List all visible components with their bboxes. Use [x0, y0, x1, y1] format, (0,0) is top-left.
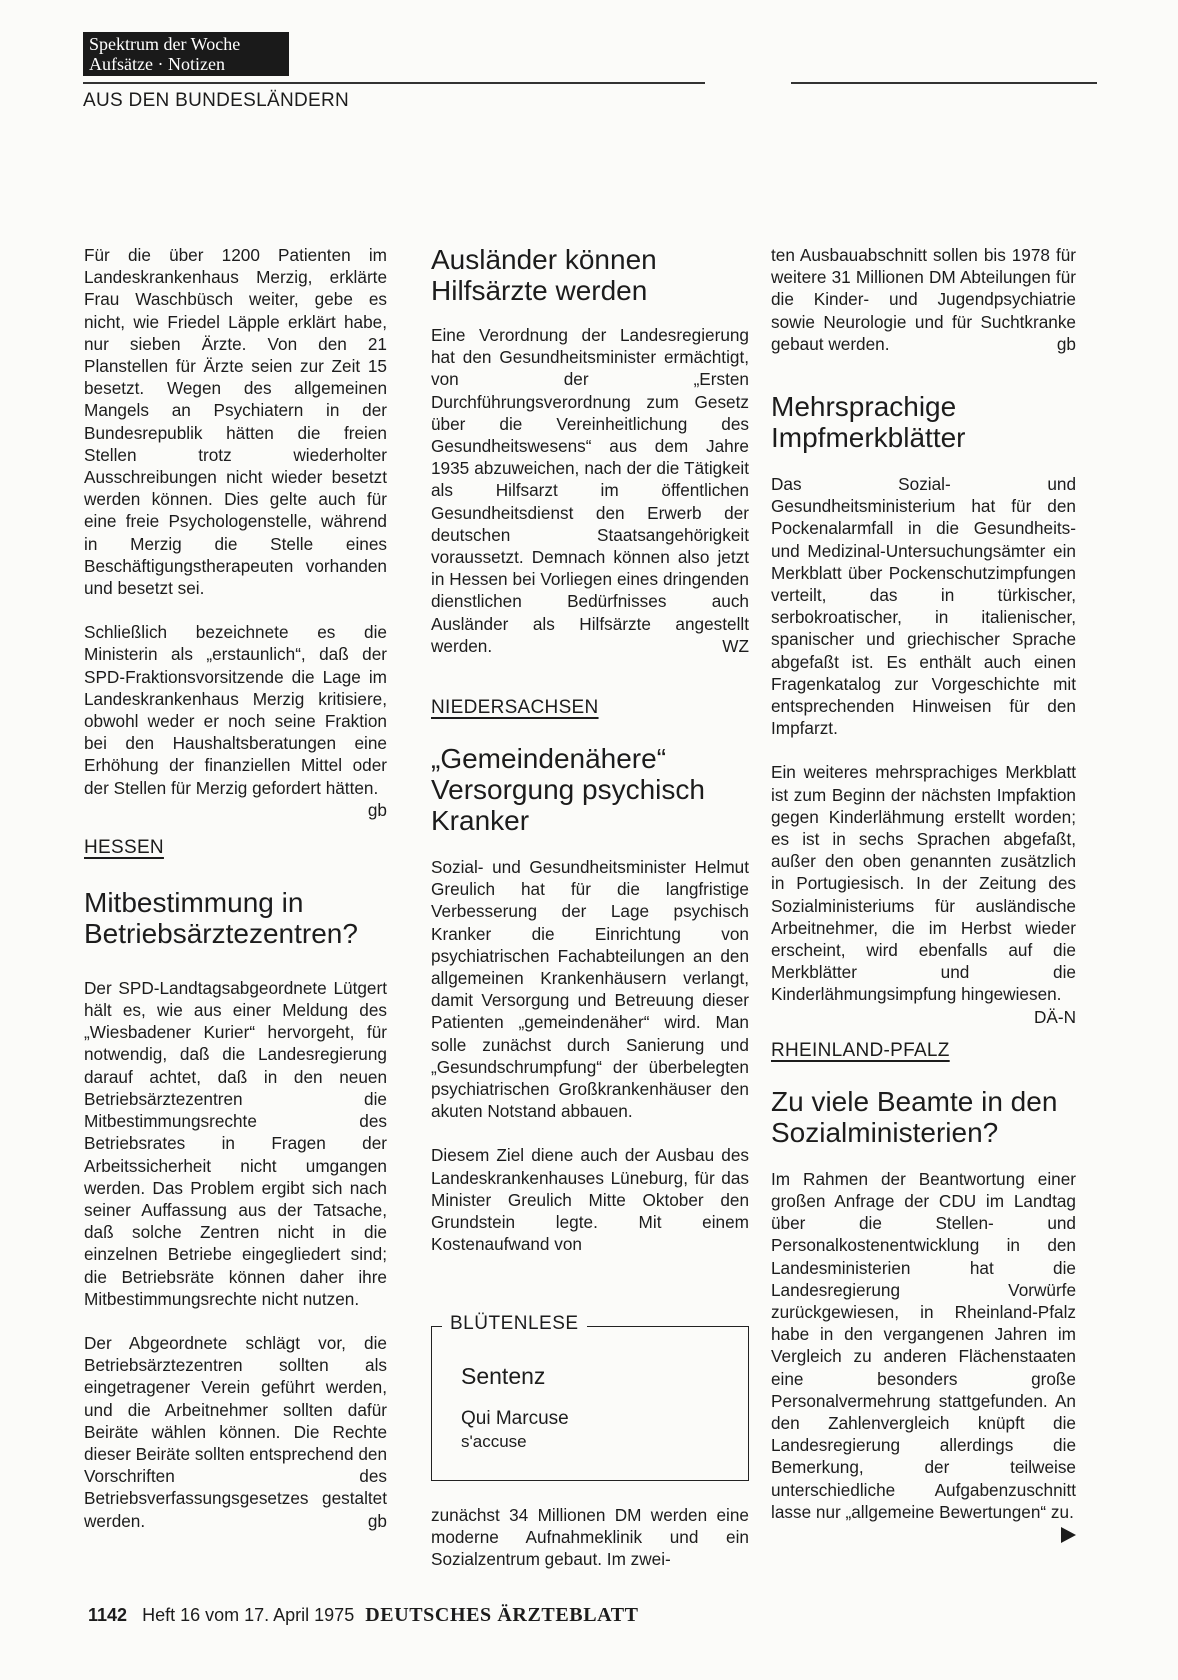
- headline-gemeindenaehere: „Gemeindenähere“ Versorgung psychisch Kranker: [431, 743, 705, 837]
- column-3: [771, 244, 1076, 1545]
- box-title: Sentenz: [461, 1363, 546, 1389]
- bluetenlese-box: [431, 1313, 749, 1481]
- col3-paragraph-4-text: Im Rahmen der Beantwortung einer großen Anfrage der CDU im Landtag über die Stellen- und Personalkostenentwicklung in den Landesministerien hat die Landesregierung Vorwürfe zurückgewiesen, in Rheinland-Pfalz habe in den vergangenen Jahren im Vergleich zu anderen Flächenstaaten eine besonders große Personalvermehrung stattgefunden. An den Zahlenvergleich knüpft die Landesregierung allerdings die Bemerkung, der teilweise unterschiedliche Aufgabenzuschnitt lasse nur „allgemeine Bewertungen“ zu.: [771, 1168, 1076, 1522]
- col2-paragraph-1-text: Eine Verordnung der Landesregierung hat den Gesundheitsminister ermächtigt, von der „Ersten Durchführungsverordnung zum Gesetz über die Vereinheitlichung des Gesundheitswesens“ aus dem Jahre 1935 abzuweichen, nach der die Tätigkeit als Hilfsarzt im öffentlichen Gesundheitsdienst den Erwerb der deutschen Staatsangehörigkeit voraussetzt. Demnach können also jetzt in Hessen bei Vorliegen eines dringenden dienstlichen Bedürfnisses auch Ausländer als Hilfsärzte angestellt werden.: [431, 325, 749, 656]
- section-hessen: HESSEN: [84, 836, 164, 858]
- col2-paragraph-2: Sozial- und Gesundheitsminister Helmut Greulich hat für die langfristige Verbesserung der Lage psychisch Kranker die Einrichtung von psychiatrischen Fachabteilungen an den allgemeinen Krankenhäusern verlangt, damit Versorgung und Betreuung dieser Patienten „gemeindenäher“ wird. Man solle zunächst durch Sanierung und „Gesundschrumpfung“ der überbelegten psychiatrischen Großkrankenhäuser den akuten Notstand abbauen.: [431, 857, 749, 1122]
- section-niedersachsen: NIEDERSACHSEN: [431, 697, 599, 719]
- headline-mitbestimmung: Mitbestimmung in Betriebsärztezentren?: [84, 886, 358, 949]
- page-number: 1142: [88, 1605, 128, 1625]
- box-quote: [461, 1407, 569, 1453]
- author-sig: gb: [367, 1510, 387, 1531]
- continue-arrow-icon: [1061, 1523, 1076, 1545]
- badge-line2: Aufsätze · Notizen: [89, 54, 225, 74]
- col3-paragraph-3: [771, 761, 1076, 1027]
- col1-paragraph-4: [84, 1332, 387, 1532]
- box-label: BLÜTENLESE: [442, 1313, 587, 1335]
- author-sig: gb: [1056, 333, 1076, 354]
- col3-paragraph-3-text: Ein weiteres mehrsprachiges Merkblatt ist zum Beginn der nächsten Impfaktion gegen Kinderlähmung erstellt worden; es ist in sechs Sprachen abgefaßt, außer den oben genannten zusätzlich in Portugiesisch. In der Zeitung des Sozialministeriums für ausländische Arbeitnehmer, die im Herbst wieder erscheint, wird ebenfalls auf die Merkblätter und die Kinderlähmungsimpfung hingewiesen.: [771, 762, 1076, 1005]
- col1-paragraph-3: Der SPD-Landtagsabgeordnete Lütgert hält es, wie aus einer Meldung des „Wiesbadener Kurier“ hervorgeht, für notwendig, daß die Landesregierung darauf achtet, daß in den neuen Betriebsärztezentren die Mitbestimmungsrechte des Betriebsrates in Fragen der Arbeitssicherheit nicht umgangen werden. Das Problem ergibt sich nach seiner Auffassung aus der Tatsache, daß solche Zentren nicht in die einzelnen Betriebe eingegliedert sind; die Betriebsräte können daher ihre Mitbestimmungsrechte nicht nutzen.: [84, 977, 387, 1309]
- header-rule-left: [83, 82, 705, 84]
- headline-impfmerkblaetter: Mehrsprachige Impfmerkblätter: [771, 391, 966, 454]
- col1-paragraph-2: [84, 621, 387, 820]
- col3-paragraph-1-text: ten Ausbauabschnitt sollen bis 1978 für weitere 31 Millionen DM Abteilungen für die Kinder- und Jugendpsychiatrie sowie Neurologie und für Suchtkranke gebaut werden.: [771, 245, 1076, 354]
- header-rule-right: [791, 82, 1097, 84]
- issue-info: Heft 16 vom 17. April 1975: [142, 1605, 355, 1625]
- col3-paragraph-2: Das Sozial- und Gesundheitsministerium hat für den Pockenalarmfall in die Gesundheits- und Medizinal-Untersuchungsämter ein Merkblatt über Pockenschutzimpfungen verteilt, das in türkischer, serbokroatischer, in italienischer, spanischer und griechischer Sprache abgefaßt ist. Es enthält auch einen Fragenkatalog zur Vorgeschichte mit entsprechenden Hinweisen für den Impfarzt.: [771, 474, 1076, 739]
- col2-paragraph-1: [431, 324, 749, 657]
- column-1: [84, 244, 387, 1532]
- box-quote-line1: Qui Marcuse: [461, 1408, 569, 1429]
- column-2: [431, 244, 749, 1256]
- col1-paragraph-4-text: Der Abgeordnete schlägt vor, die Betriebsärztezentren sollten als eingetragener Verein geführt werden, und die Arbeitnehmer sollten dafür Beiräte wählen können. Die Rechte dieser Beiräte sollten entsprechend den Vorschriften des Betriebsverfassungsgesetzes gestaltet werden.: [84, 1332, 387, 1531]
- badge-line1: Spektrum der Woche: [89, 34, 241, 54]
- masthead: DEUTSCHES ÄRZTEBLATT: [365, 1604, 639, 1626]
- page-footer: [88, 1604, 639, 1627]
- col1-paragraph-1: Für die über 1200 Patienten im Landeskrankenhaus Merzig, erklärte Frau Waschbüsch weiter, gebe es nicht, wie Friedel Läpple erklärt habe, nur sieben Ärzte. Von den 21 Planstellen für Ärzte seien zur Zeit 15 besetzt. Wegen des allgemeinen Mangels an Psychiatern in der Bundesrepublik hätten die freien Stellen trotz wiederholter Ausschreibungen nicht wieder besetzt werden können. Dies gelte auch für eine freie Psychologenstelle, während in Merzig die Stelle eines Beschäftigungstherapeuten vorhanden und besetzt sei.: [84, 245, 387, 599]
- page-section-title: AUS DEN BUNDESLÄNDERN: [83, 90, 350, 111]
- headline-auslaender: Ausländer können Hilfsärzte werden: [431, 244, 657, 306]
- section-badge: [83, 32, 289, 76]
- col3-paragraph-4: [771, 1168, 1076, 1523]
- author-sig: WZ: [722, 635, 749, 656]
- headline-beamte: Zu viele Beamte in den Sozialministerien?: [771, 1085, 1058, 1148]
- col2-paragraph-4: zunächst 34 Millionen DM werden eine moderne Aufnahmeklinik und ein Sozialzentrum gebaut. Im zwei-: [431, 1505, 749, 1570]
- author-sig: DÄ-N: [1033, 1006, 1076, 1027]
- box-quote-line2: s'accuse: [461, 1432, 527, 1451]
- author-sig: gb: [367, 799, 387, 820]
- col2-paragraph-3: Diesem Ziel diene auch der Ausbau des Landeskrankenhauses Lüneburg, für das Minister Greulich Mitte Oktober den Grundstein legte. Mit einem Kostenaufwand von: [431, 1145, 749, 1255]
- col1-paragraph-2-text: Schließlich bezeichnete es die Ministerin als „erstaunlich“, daß der SPD-Fraktionsvorsitzende die Lage im Landeskrankenhaus Merzig kritisiere, obwohl weder er noch seine Fraktion bei den Haushaltsberatungen eine Erhöhung der finanziellen Mittel oder der Stellen für Merzig gefordert hätten.: [84, 622, 387, 798]
- column-2-continued: [431, 1504, 749, 1571]
- col3-paragraph-1: [771, 244, 1076, 355]
- section-rheinland-pfalz: RHEINLAND-PFALZ: [771, 1039, 950, 1061]
